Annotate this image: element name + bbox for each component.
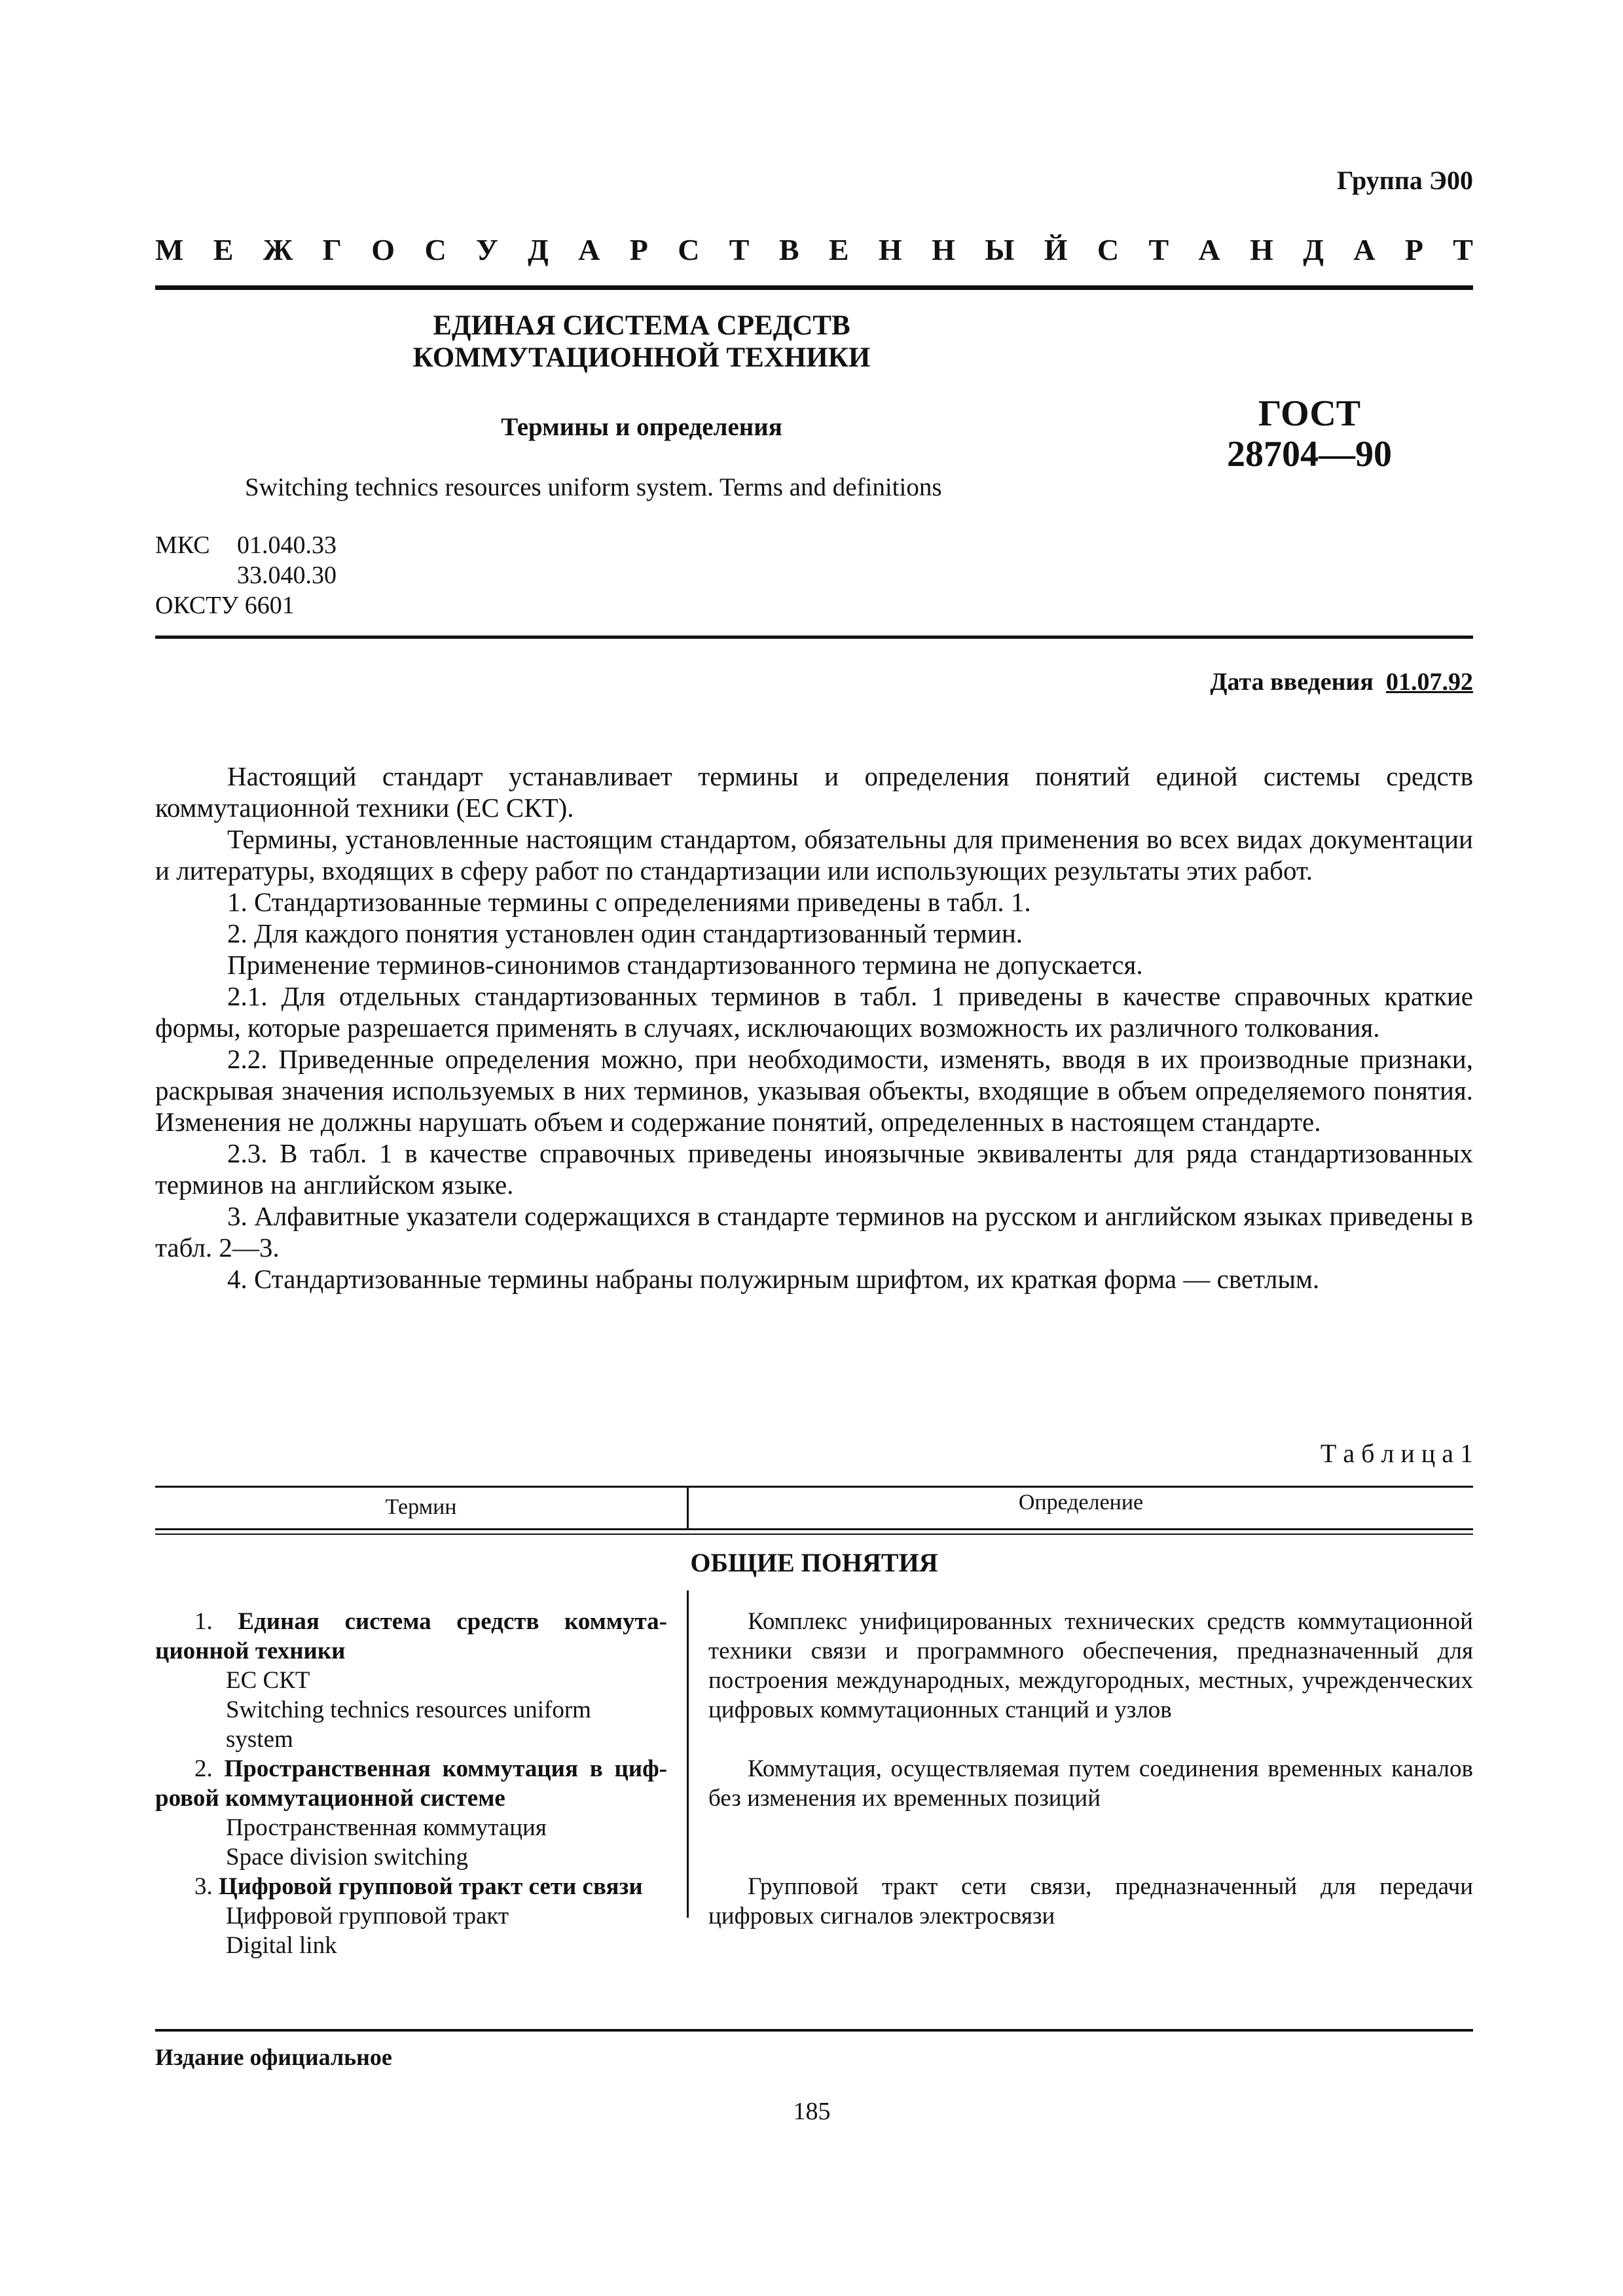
subtitle: Термины и определения (501, 413, 782, 441)
page-number: 185 (793, 2098, 831, 2125)
definition-cell: Коммутация, осуществляемая путем соединения временных каналов без изменения их временных позиций (708, 1755, 1473, 1812)
term-number: 2. (194, 1755, 213, 1782)
table-header-rule (155, 1528, 1473, 1530)
gost-number: 28704—90 (1227, 434, 1392, 475)
intro-date (1210, 668, 1473, 696)
title-line-1: ЕДИНАЯ СИСТЕМА СРЕДСТВ (433, 310, 850, 341)
term-english: Switching technics resources uniform (226, 1696, 591, 1723)
term-short-form: Цифровой групповой тракт (226, 1903, 509, 1929)
term-short-form: ЕС СКТ (226, 1667, 310, 1694)
definition-cell: Групповой тракт сети связи, предназначенный для передачи цифровых сигналов электросвязи (708, 1873, 1473, 1929)
okstu-code: ОКСТУ 6601 (155, 592, 295, 619)
mks-code: 01.040.33 (237, 531, 337, 559)
term-name: Цифровой групповой тракт сети связи (219, 1873, 643, 1900)
gost-label: ГОСТ (1258, 393, 1361, 434)
table-row (155, 1607, 667, 1754)
table-header-term: Термин (385, 1495, 457, 1519)
classification-rule (155, 636, 1473, 639)
term-cell (155, 1754, 667, 1784)
paragraph: 4. Стандартизованные термины набраны полужирным шрифтом, их краткая форма — светлым. (227, 1264, 1320, 1294)
term-cell (155, 1607, 667, 1636)
term-name: Единая система средств коммута- (238, 1608, 668, 1635)
table-top-rule (155, 1486, 1473, 1488)
table-row (155, 1754, 667, 1872)
standard-banner: М Е Ж Г О С У Д А Р С Т В Е Н Н Ы Й С Т А Н Д А Р Т (155, 233, 1473, 266)
table-column-divider (687, 1590, 689, 1918)
table-caption: Т а б л и ц а 1 (1320, 1439, 1473, 1468)
paragraph: 2.1. Для отдельных стандартизованных терминов в табл. 1 приведены в качестве справочных краткие формы, которые разрешается применять в случаях, исключающих возможность их различного толкования. (155, 981, 1473, 1043)
paragraph: Настоящий стандарт устанавливает термины и определения понятий единой системы средств коммутационной техники (ЕС СКТ). (155, 761, 1473, 823)
term-number: 3. (194, 1873, 213, 1900)
paragraph: 2.2. Приведенные определения можно, при необходимости, изменять, вводя в их производные признаки, раскрывая значения используемых в них терминов, указывая объекты, входящие в объем определяемого понятия. Изменения не должны нарушать объем и содержание понятий, определенных в настоящем стандарте. (155, 1044, 1473, 1137)
body-text (155, 761, 1473, 1295)
paragraph: 2.3. В табл. 1 в качестве справочных приведены иноязычные эквиваленты для ряда стандартизованных терминов на английском языке. (155, 1138, 1473, 1200)
intro-date-label: Дата введения (1210, 668, 1374, 696)
paragraph: Термины, установленные настоящим стандартом, обязательны для применения во всех видах документации и литературы, входящих в сферу работ по стандартизации или использующих результаты этих работ. (155, 824, 1473, 886)
paragraph: 3. Алфавитные указатели содержащихся в стандарте терминов на русском и английском языках приведены в табл. 2—3. (155, 1201, 1473, 1263)
footer-rule (155, 2029, 1473, 2032)
term-english: Space division switching (226, 1844, 468, 1871)
group-label: Группа Э00 (1337, 166, 1473, 195)
term-english-continued: system (226, 1726, 293, 1753)
definition-cell: Комплекс унифицированных технических средств коммутационной техники связи и программного обеспечения, предназначенный для построения международных, междугородных, местных, учрежденческих цифровых коммутационных станций и узлов (708, 1608, 1473, 1723)
paragraph: Применение терминов-синонимов стандартизованного термина не допускается. (227, 950, 1143, 980)
mks-label: МКС (155, 531, 210, 559)
term-english: Digital link (226, 1932, 337, 1959)
intro-date-value: 01.07.92 (1386, 668, 1473, 696)
term-name-continued: ровой коммутационной системе (155, 1785, 505, 1812)
term-cell (155, 1872, 667, 1901)
title-line-2: КОММУТАЦИОННОЙ ТЕХНИКИ (412, 342, 871, 373)
term-short-form: Пространственная коммутация (226, 1814, 547, 1841)
table-header-definition: Определение (1018, 1490, 1144, 1515)
term-name-continued: ционной техники (155, 1638, 346, 1664)
table-section-title: ОБЩИЕ ПОНЯТИЯ (690, 1548, 938, 1577)
table-header-rule (155, 1534, 1473, 1535)
paragraph: 1. Стандартизованные термины с определениями приведены в табл. 1. (227, 887, 1031, 917)
header-rule (155, 285, 1473, 290)
term-number: 1. (194, 1608, 213, 1635)
english-title: Switching technics resources uniform system. Terms and definitions (245, 473, 942, 501)
term-name: Пространственная коммутация в циф- (224, 1755, 667, 1782)
table-row (155, 1872, 667, 1960)
paragraph: 2. Для каждого понятия установлен один стандартизованный термин. (227, 918, 1023, 948)
mks-code: 33.040.30 (237, 562, 337, 589)
edition-label: Издание официальное (155, 2044, 392, 2070)
